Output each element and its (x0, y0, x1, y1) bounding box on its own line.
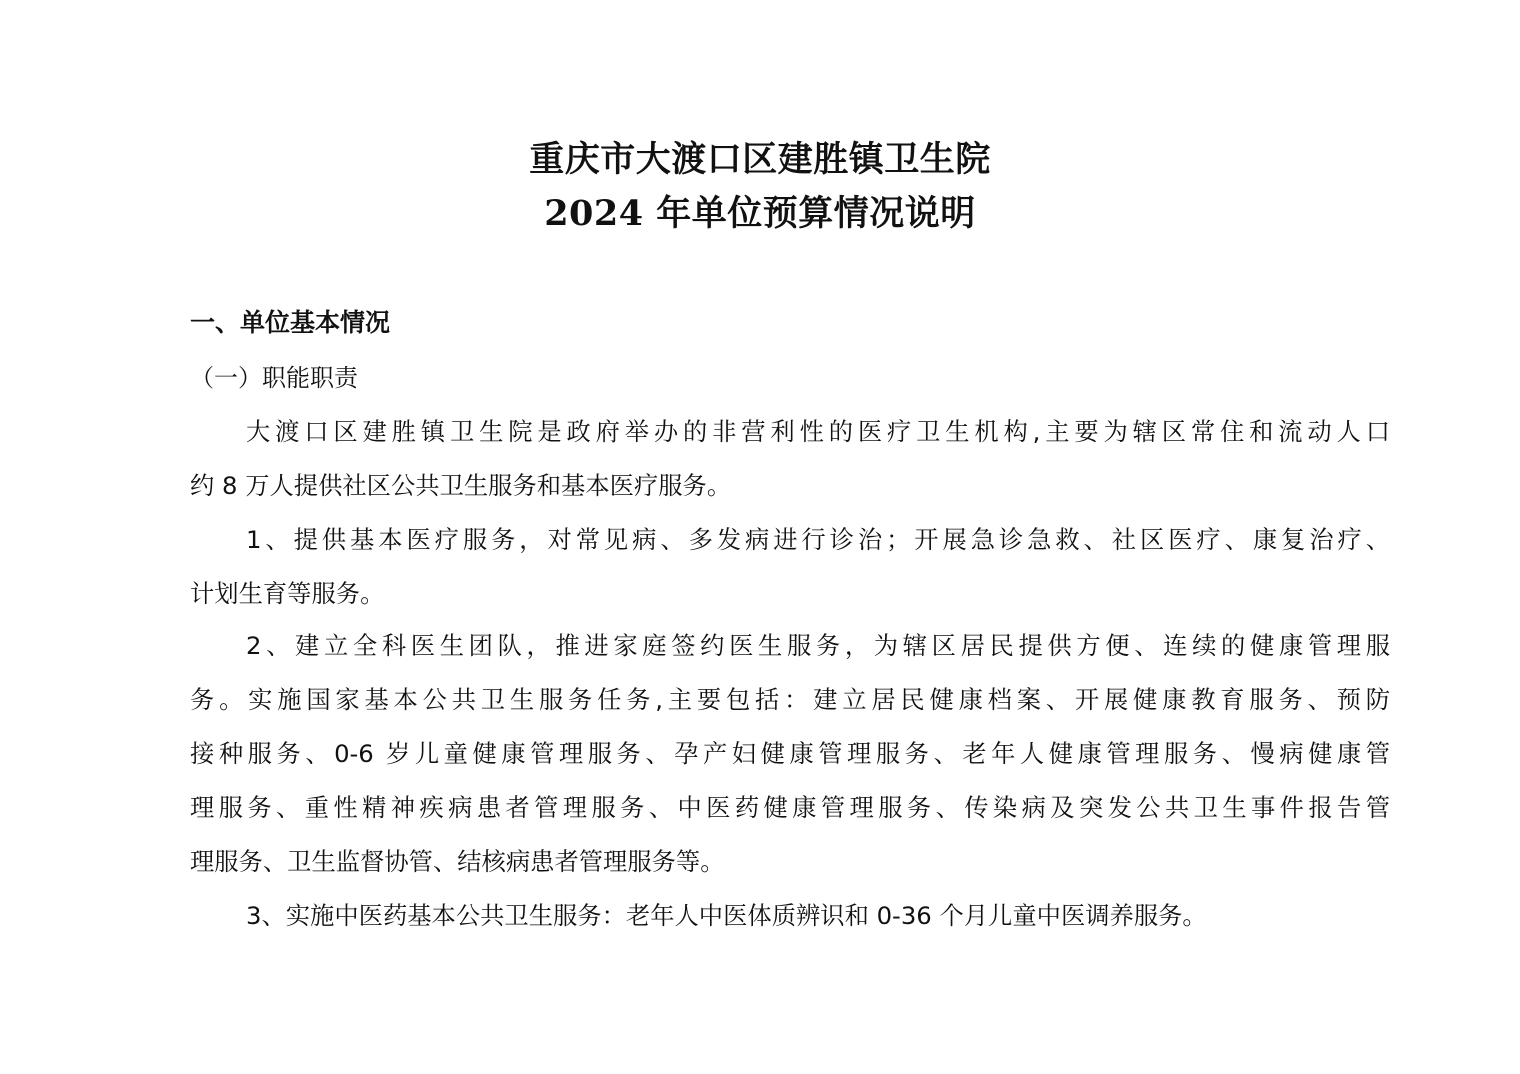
item2-line2: 务。实施国家基本公共卫生服务任务,主要包括：建立居民健康档案、开展健康教育服务、预防 (190, 685, 1390, 714)
item1-line1: 1、提供基本医疗服务，对常见病、多发病进行诊治；开展急诊急救、社区医疗、康复治疗、 (246, 525, 1390, 554)
item2-line5: 理服务、卫生监督协管、结核病患者管理服务等。 (190, 847, 725, 876)
item2-line4: 理服务、重性精神疾病患者管理服务、中医药健康管理服务、传染病及突发公共卫生事件报告管 (190, 793, 1390, 822)
section-heading-basic-info: 一、单位基本情况 (190, 308, 391, 337)
paragraph-intro-line2: 约 8 万人提供社区公共卫生服务和基本医疗服务。 (190, 471, 732, 500)
document-title-line2: 2024 年单位预算情况说明 (544, 193, 976, 234)
subsection-heading-duties: （一）职能职责 (190, 364, 358, 392)
item2-line3: 接种服务、0-6 岁儿童健康管理服务、孕产妇健康管理服务、老年人健康管理服务、慢病健康管 (190, 739, 1390, 768)
item1-line2: 计划生育等服务。 (190, 579, 385, 608)
item3-line1: 3、实施中医药基本公共卫生服务：老年人中医体质辨识和 0-36 个月儿童中医调养服务。 (246, 901, 1207, 930)
item2-line1: 2、建立全科医生团队，推进家庭签约医生服务，为辖区居民提供方便、连续的健康管理服 (246, 631, 1390, 660)
paragraph-intro-line1: 大渡口区建胜镇卫生院是政府举办的非营利性的医疗卫生机构,主要为辖区常住和流动人口 (246, 417, 1390, 446)
document-title-line1: 重庆市大渡口区建胜镇卫生院 (529, 139, 991, 180)
